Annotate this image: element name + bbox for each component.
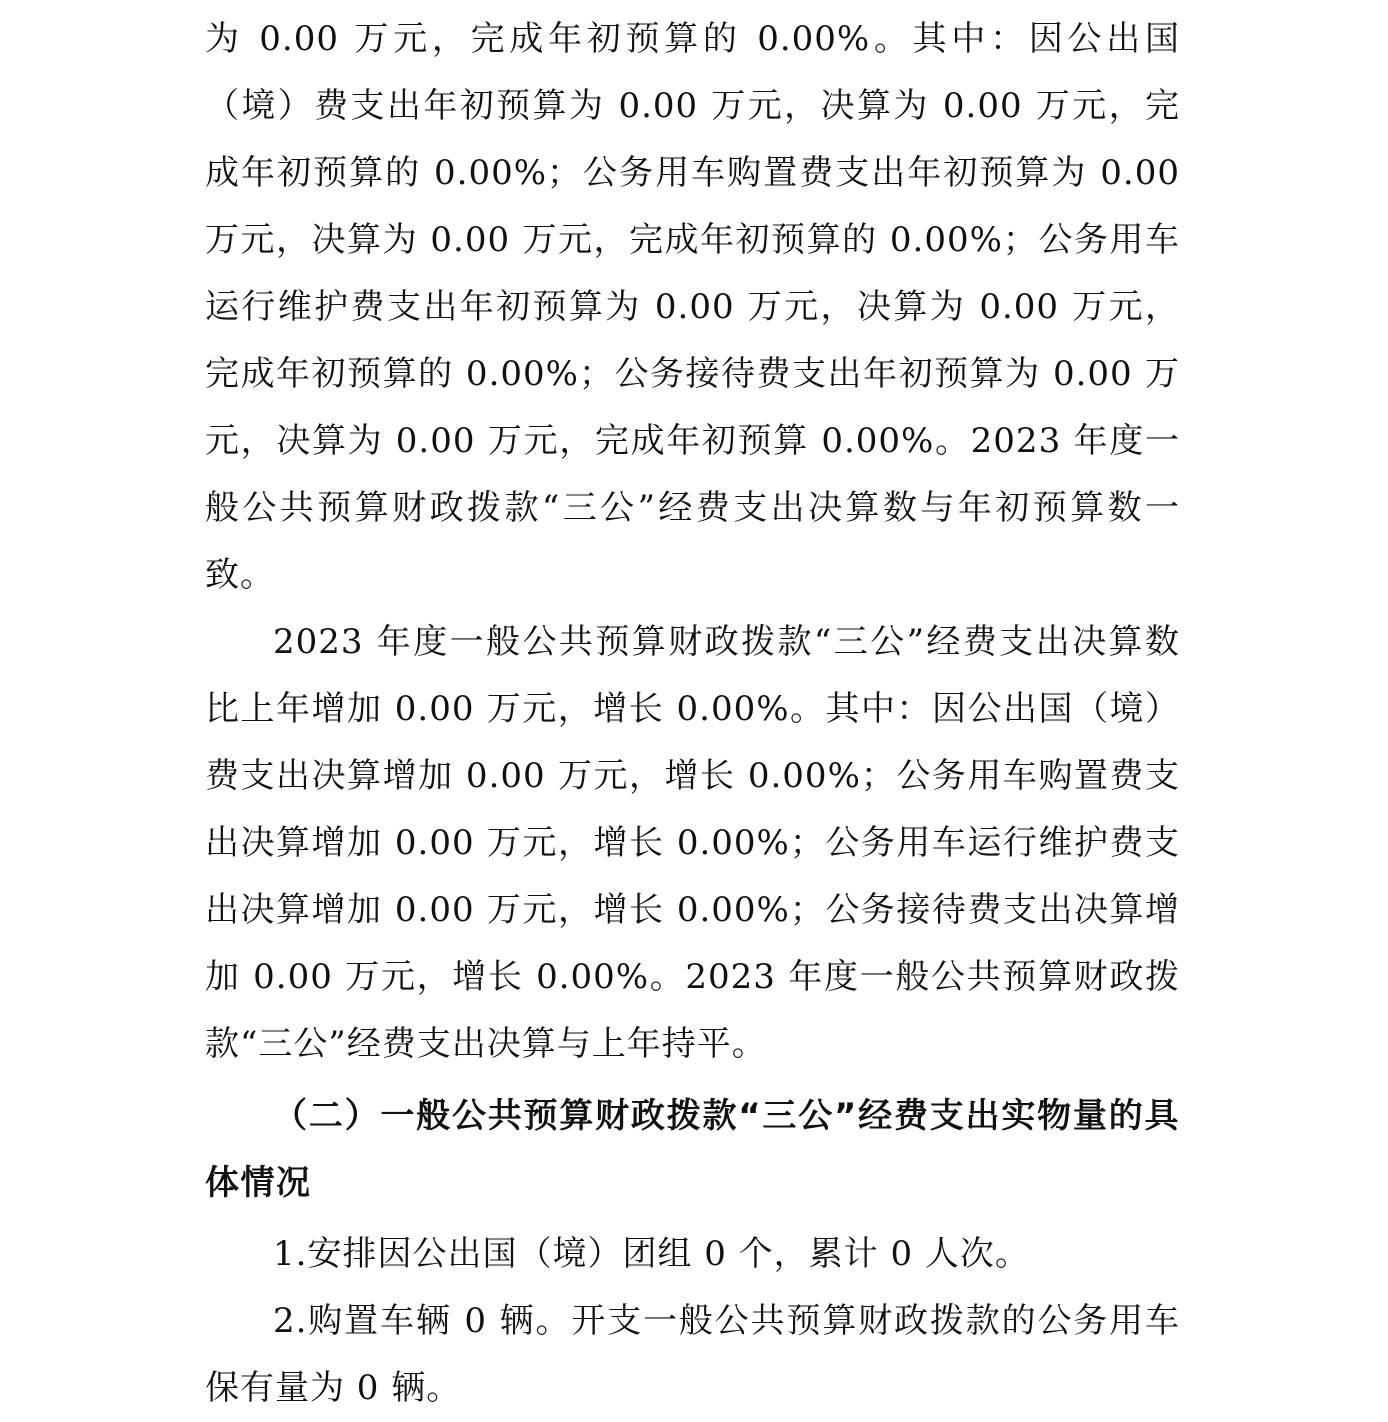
paragraph-year-over-year: 2023 年度一般公共预算财政拨款“三公”经费支出决算数比上年增加 0.00 万元，增长 0.00%。其中：因公出国（境）费支出决算增加 0.00 万元，增长 0.00%；公务用车购置费支出决算增加 0.00 万元，增长 0.00%；公务用车运行维护费支出决算增加 0.00 万元，增长 0.00%；公务接待费支出决算增加 0.00 万元，增长 0.00%。2023 年度一般公共预算财政拨款“三公”经费支出决算与上年持平。 [205,622,1180,1064]
section-heading: （二）一般公共预算财政拨款“三公”经费支出实物量的具体情况 [205,1096,1180,1203]
list-item-delegations: 1.安排因公出国（境）团组 0 个，累计 0 人次。 [273,1234,1030,1274]
list-item-vehicles: 2.购置车辆 0 辆。开支一般公共预算财政拨款的公务用车保有量为 0 辆。 [205,1301,1180,1408]
paragraph-budget-completion: 为 0.00 万元，完成年初预算的 0.00%。其中：因公出国（境）费支出年初预算为 0.00 万元，决算为 0.00 万元，完成年初预算的 0.00%；公务用车购置费支出年初预算为 0.00 万元，决算为 0.00 万元，完成年初预算的 0.00%；公务用车运行维护费支出年初预算为 0.00 万元，决算为 0.00 万元，完成年初预算的 0.00%；公务接待费支出年初预算为 0.00 万元，决算为 0.00 万元，完成年初预算 0.00%。2023 年度一般公共预算财政拨款“三公”经费支出决算数与年初预算数一致。 [205,19,1180,595]
document-page [205,6,1180,1422]
